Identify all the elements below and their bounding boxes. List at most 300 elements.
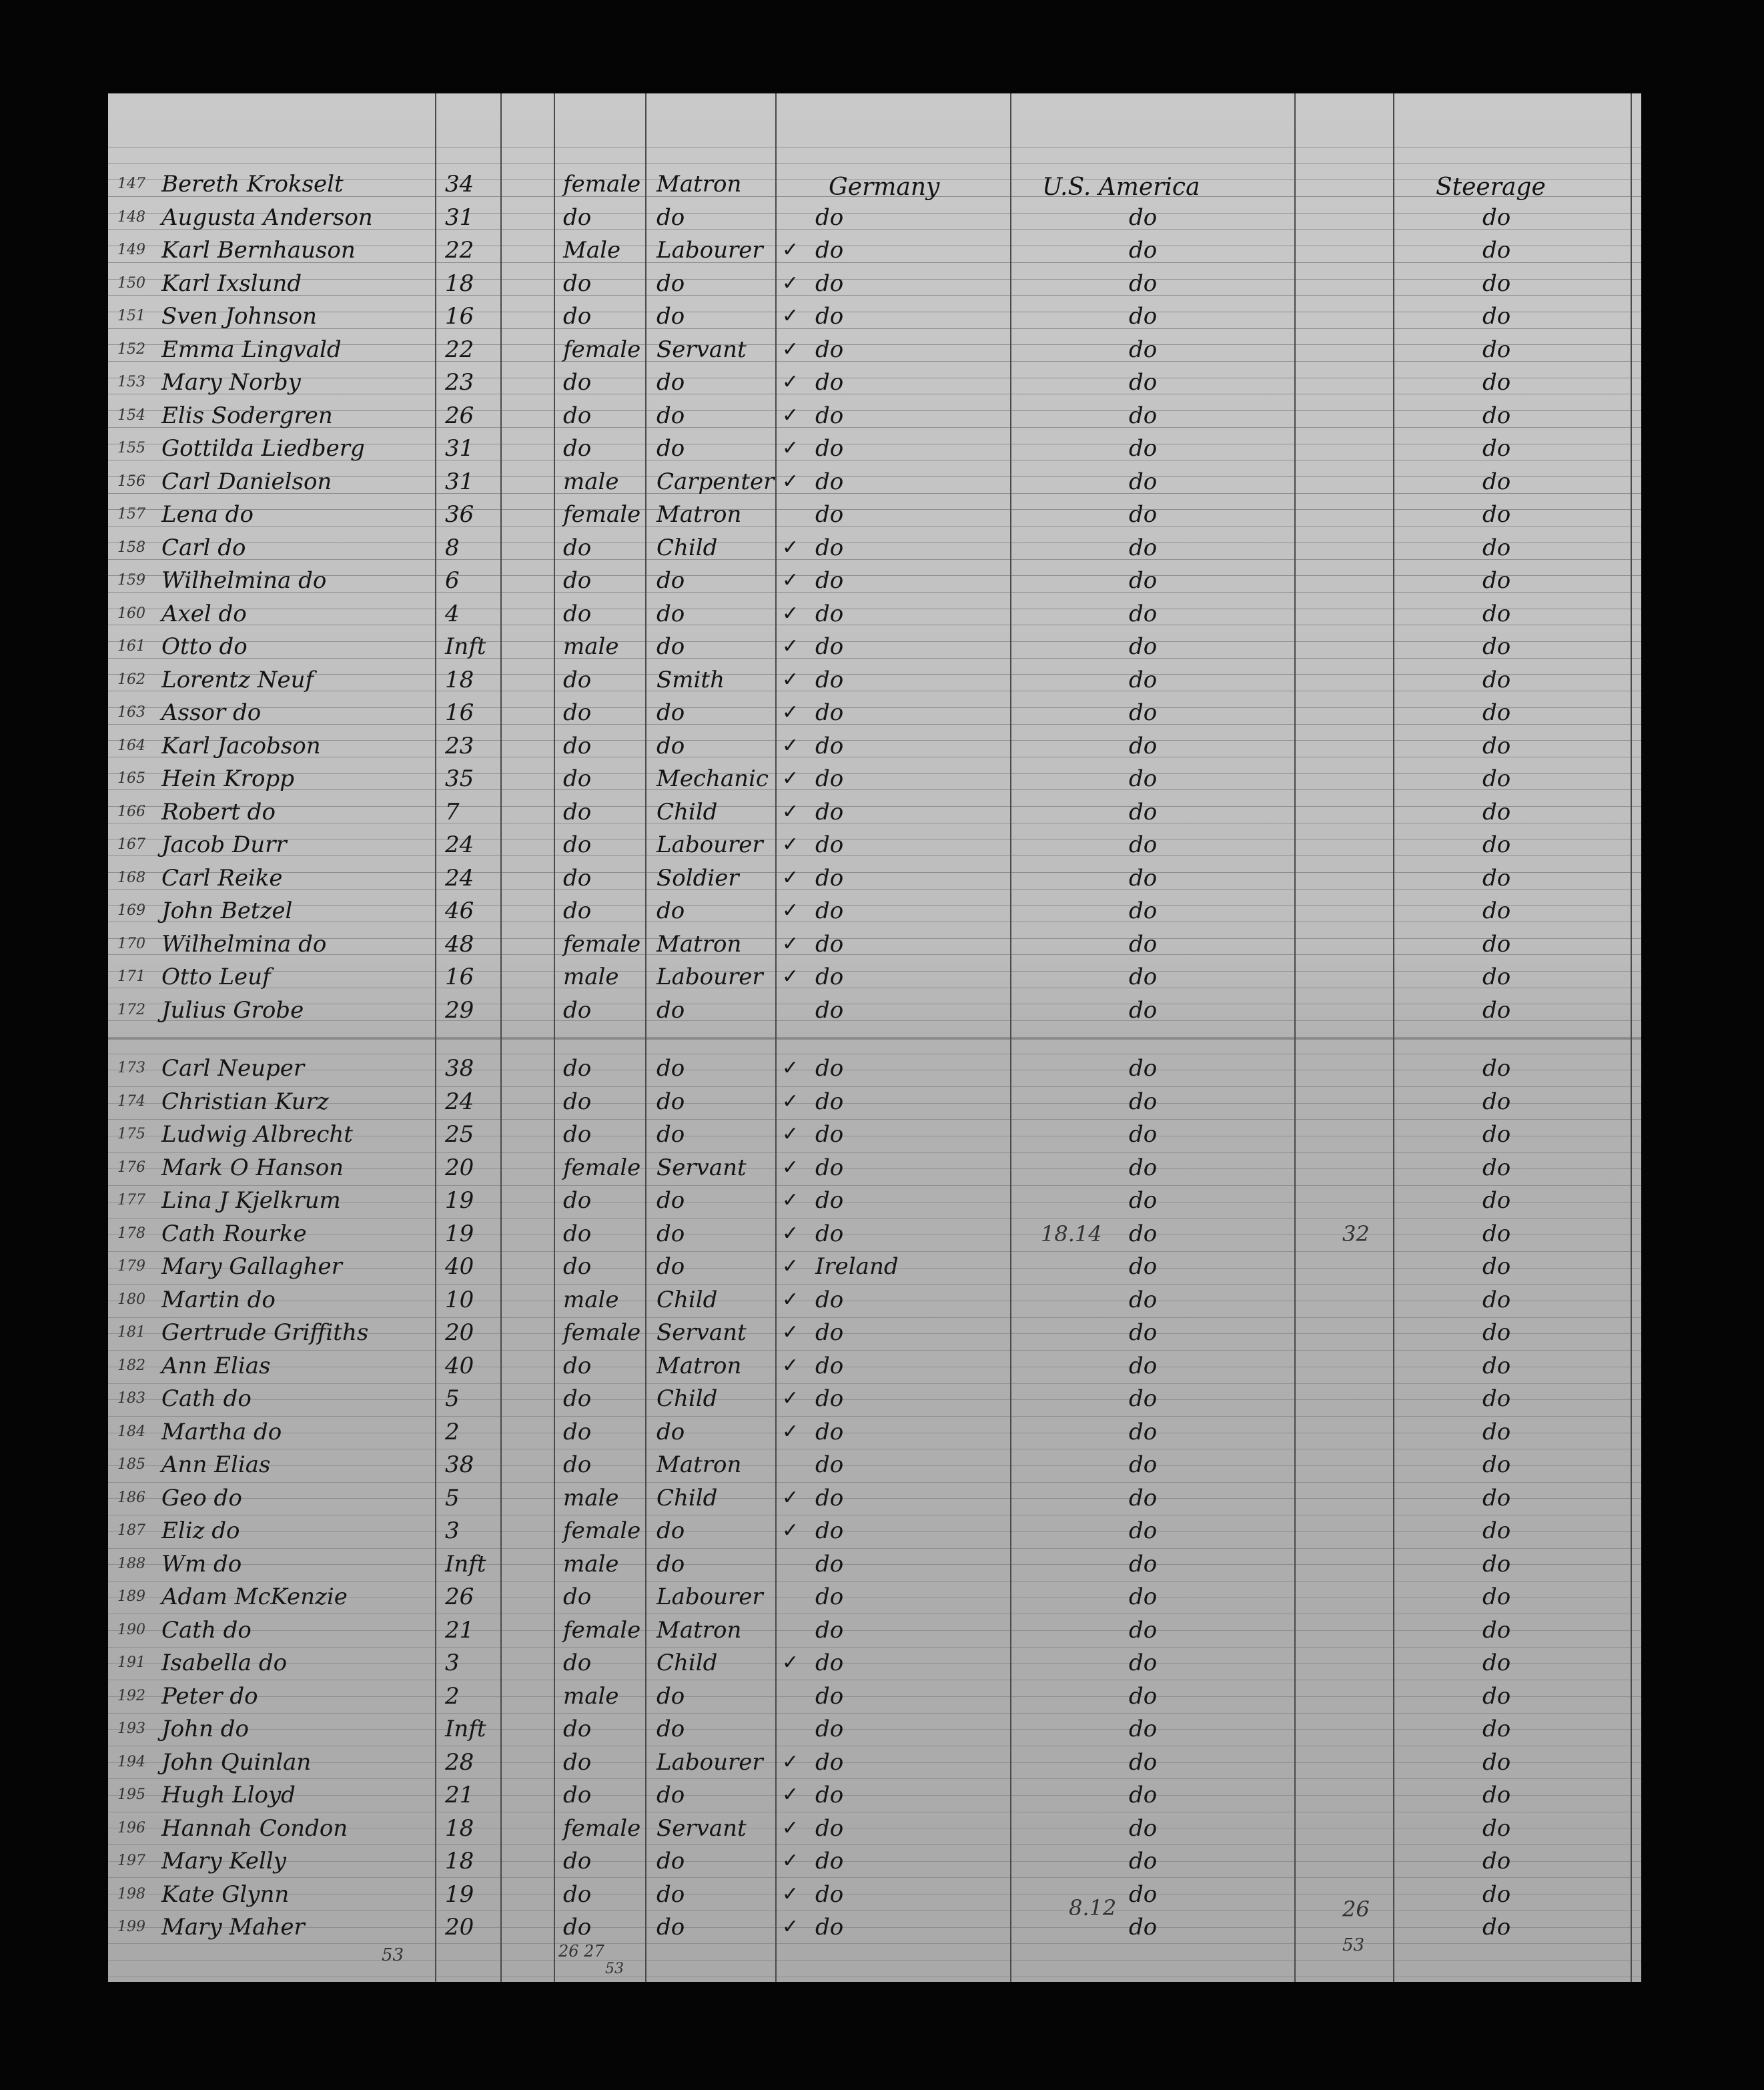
country-of-origin: do <box>815 237 844 264</box>
country-of-origin: do <box>815 1484 844 1511</box>
table-row <box>108 1580 1641 1612</box>
country-of-origin: do <box>815 1319 844 1346</box>
passage-class: do <box>1482 1517 1511 1544</box>
destination: do <box>1129 1154 1158 1181</box>
country-of-origin: do <box>815 270 844 297</box>
passage-class: do <box>1482 996 1511 1024</box>
country-of-origin: do <box>815 1716 844 1742</box>
age: 40 <box>445 1253 474 1280</box>
row-number: 183 <box>117 1390 145 1407</box>
destination: do <box>1129 765 1158 792</box>
sex: do <box>563 798 592 825</box>
age: 22 <box>445 336 474 363</box>
row-number: 175 <box>117 1126 145 1142</box>
destination: do <box>1129 1848 1158 1874</box>
check-mark: ✓ <box>782 1089 799 1113</box>
ruled-line <box>108 163 1641 164</box>
passage-class: do <box>1482 336 1511 363</box>
passenger-name: Mary Norby <box>161 369 301 396</box>
occupation: do <box>656 1914 685 1941</box>
age: 34 <box>445 171 474 198</box>
sex: do <box>563 567 592 594</box>
row-number: 164 <box>117 737 145 754</box>
passenger-name: Lena do <box>161 501 254 528</box>
row-number: 186 <box>117 1489 145 1506</box>
age: 24 <box>445 831 474 858</box>
age: 23 <box>445 369 474 396</box>
check-mark: ✓ <box>782 1783 799 1806</box>
passage-class: do <box>1482 270 1511 297</box>
age: 23 <box>445 732 474 759</box>
sex: do <box>563 1782 592 1808</box>
check-mark: ✓ <box>782 1255 799 1278</box>
age: 18 <box>445 270 474 297</box>
passage-class: do <box>1482 1286 1511 1313</box>
occupation: do <box>656 1716 685 1742</box>
occupation: do <box>656 699 685 726</box>
table-row <box>108 1084 1641 1117</box>
passenger-name: Karl Ixslund <box>161 270 302 297</box>
table-row <box>108 927 1641 960</box>
passage-class: do <box>1482 1484 1511 1511</box>
table-row <box>108 1844 1641 1876</box>
sex: do <box>563 1914 592 1941</box>
sex: do <box>563 831 592 858</box>
passenger-name: Hannah Condon <box>161 1814 348 1842</box>
table-row <box>108 695 1641 728</box>
table-row <box>108 1646 1641 1678</box>
row-number: 159 <box>117 572 145 589</box>
row-number: 184 <box>117 1423 145 1440</box>
row-number: 182 <box>117 1357 145 1374</box>
row-number: 156 <box>117 472 145 490</box>
passage-class: do <box>1482 1385 1511 1412</box>
sex: do <box>563 402 592 429</box>
check-mark: ✓ <box>782 833 799 856</box>
check-mark: ✓ <box>782 667 799 691</box>
age: 20 <box>445 1154 474 1181</box>
table-row <box>108 332 1641 365</box>
occupation: do <box>656 1253 685 1280</box>
check-mark: ✓ <box>782 1155 799 1179</box>
occupation: Matron <box>656 1451 742 1478</box>
table-row <box>108 1349 1641 1381</box>
row-number: 180 <box>117 1291 145 1308</box>
passage-class: do <box>1482 1716 1511 1742</box>
table-row <box>108 1910 1641 1943</box>
destination: do <box>1129 930 1158 958</box>
passage-class: do <box>1482 1187 1511 1214</box>
passage-class: do <box>1482 1584 1511 1610</box>
table-row <box>108 1117 1641 1150</box>
check-mark: ✓ <box>782 932 799 956</box>
country-of-origin: do <box>815 831 844 858</box>
destination: do <box>1129 501 1158 528</box>
total-note: 53 <box>1342 1935 1365 1955</box>
check-mark: ✓ <box>782 403 799 427</box>
sex: do <box>563 1352 592 1379</box>
table-row <box>108 1679 1641 1712</box>
age: Inft <box>445 633 486 660</box>
sex: Male <box>563 237 621 264</box>
table-row <box>108 597 1641 629</box>
passenger-name: Wm do <box>161 1550 242 1578</box>
passage-class: do <box>1482 964 1511 990</box>
occupation: do <box>656 732 685 759</box>
check-mark: ✓ <box>782 1287 799 1311</box>
country-of-origin: do <box>815 204 844 231</box>
destination: do <box>1129 468 1158 495</box>
country-of-origin: do <box>815 1286 844 1313</box>
destination: do <box>1129 1220 1158 1247</box>
country-of-origin: do <box>815 1550 844 1578</box>
age: 19 <box>445 1220 474 1247</box>
passenger-name: Augusta Anderson <box>161 204 373 231</box>
destination: do <box>1129 1121 1158 1148</box>
destination: do <box>1129 336 1158 363</box>
table-row <box>108 1249 1641 1282</box>
occupation: do <box>656 1682 685 1710</box>
passenger-name: John Quinlan <box>161 1748 312 1776</box>
sex: female <box>563 1616 641 1644</box>
row-number: 195 <box>117 1786 145 1803</box>
occupation: do <box>656 402 685 429</box>
passage-class: do <box>1482 732 1511 759</box>
check-mark: ✓ <box>782 337 799 361</box>
row-number: 161 <box>117 638 145 655</box>
passage-class: do <box>1482 898 1511 924</box>
row-number: 199 <box>117 1919 145 1935</box>
occupation: Matron <box>656 930 742 958</box>
country-of-origin: do <box>815 1121 844 1148</box>
country-of-origin: do <box>815 1616 844 1644</box>
occupation: Labourer <box>656 831 763 858</box>
row-number: 192 <box>117 1687 145 1704</box>
sex: female <box>563 1319 641 1346</box>
passage-class: do <box>1482 600 1511 627</box>
age: 10 <box>445 1286 474 1313</box>
age: 26 <box>445 1584 474 1610</box>
destination: do <box>1129 237 1158 264</box>
table-row <box>108 266 1641 299</box>
country-of-origin: do <box>815 1584 844 1610</box>
passenger-name: Lorentz Neuf <box>161 666 314 693</box>
occupation: Matron <box>656 1352 742 1379</box>
destination: do <box>1129 1418 1158 1445</box>
destination: do <box>1129 1352 1158 1379</box>
occupation: Carpenter <box>656 468 775 495</box>
table-row <box>108 563 1641 596</box>
table-row <box>108 960 1641 992</box>
occupation: do <box>656 1055 685 1082</box>
check-mark: ✓ <box>782 1882 799 1906</box>
passage-class: do <box>1482 699 1511 726</box>
destination: do <box>1129 633 1158 660</box>
row-number: 160 <box>117 605 145 622</box>
age: 2 <box>445 1682 460 1710</box>
check-mark: ✓ <box>782 1387 799 1410</box>
age: 24 <box>445 1088 474 1115</box>
age: 31 <box>445 468 474 495</box>
passage-class: do <box>1482 435 1511 462</box>
occupation: do <box>656 435 685 462</box>
row-number: 165 <box>117 770 145 787</box>
destination: do <box>1129 1385 1158 1412</box>
occupation: do <box>656 1187 685 1214</box>
table-row <box>108 1447 1641 1480</box>
age: 40 <box>445 1352 474 1379</box>
country-of-origin: do <box>815 930 844 958</box>
check-mark: ✓ <box>782 1849 799 1872</box>
age: 19 <box>445 1187 474 1214</box>
table-row <box>108 1811 1641 1844</box>
age: 31 <box>445 204 474 231</box>
passenger-name: Lina J Kjelkrum <box>161 1187 341 1214</box>
check-mark: ✓ <box>782 1419 799 1443</box>
sex: do <box>563 1716 592 1742</box>
table-row <box>108 861 1641 894</box>
total-note: 53 <box>382 1945 404 1965</box>
destination: do <box>1129 1616 1158 1644</box>
row-number: 154 <box>117 406 145 424</box>
passenger-name: Karl Bernhauson <box>161 237 356 264</box>
table-row <box>108 1051 1641 1084</box>
row-number: 197 <box>117 1852 145 1869</box>
occupation: Servant <box>656 1319 747 1346</box>
passage-class: do <box>1482 1121 1511 1148</box>
passenger-name: Mark O Hanson <box>161 1154 344 1181</box>
country-of-origin: do <box>815 1088 844 1115</box>
table-row <box>108 1613 1641 1646</box>
age: 46 <box>445 898 474 924</box>
age: 25 <box>445 1121 474 1148</box>
sex: female <box>563 336 641 363</box>
tally-note: 32 <box>1342 1221 1370 1247</box>
row-number: 196 <box>117 1819 145 1836</box>
country-of-origin: do <box>815 1352 844 1379</box>
age: 36 <box>445 501 474 528</box>
country-of-origin: do <box>815 1187 844 1214</box>
age: 48 <box>445 930 474 958</box>
destination: do <box>1129 1451 1158 1478</box>
passenger-name: Mary Kelly <box>161 1848 286 1874</box>
manifest-page <box>108 93 1641 1982</box>
age: 16 <box>445 699 474 726</box>
sex: male <box>563 964 619 990</box>
occupation: do <box>656 1848 685 1874</box>
row-number: 190 <box>117 1621 145 1638</box>
sex: do <box>563 898 592 924</box>
passage-class: do <box>1482 1650 1511 1676</box>
passenger-name: Cath do <box>161 1616 252 1644</box>
occupation: do <box>656 1220 685 1247</box>
destination: do <box>1129 270 1158 297</box>
row-number: 194 <box>117 1753 145 1770</box>
passage-class: do <box>1482 204 1511 231</box>
passage-class: do <box>1482 1550 1511 1578</box>
occupation: Child <box>656 1650 718 1676</box>
sex: do <box>563 1584 592 1610</box>
passage-class: do <box>1482 864 1511 892</box>
occupation: Labourer <box>656 1584 763 1610</box>
row-number: 191 <box>117 1654 145 1671</box>
header-origin: Germany <box>829 173 940 201</box>
table-row <box>108 431 1641 464</box>
passage-class: do <box>1482 1055 1511 1082</box>
passage-class: do <box>1482 1319 1511 1346</box>
passage-class: do <box>1482 1748 1511 1776</box>
sex: female <box>563 1814 641 1842</box>
check-mark: ✓ <box>782 1321 799 1344</box>
passenger-name: Emma Lingvald <box>161 336 342 363</box>
sex: female <box>563 930 641 958</box>
table-row <box>108 200 1641 233</box>
check-mark: ✓ <box>782 799 799 823</box>
row-number: 149 <box>117 242 145 258</box>
passenger-name: Axel do <box>161 600 247 627</box>
passage-class: do <box>1482 402 1511 429</box>
passenger-name: Ann Elias <box>161 1451 271 1478</box>
age: 21 <box>445 1616 474 1644</box>
country-of-origin: do <box>815 732 844 759</box>
destination: do <box>1129 964 1158 990</box>
sex: do <box>563 204 592 231</box>
check-mark: ✓ <box>782 965 799 988</box>
age: 24 <box>445 864 474 892</box>
age: 18 <box>445 666 474 693</box>
passenger-name: Cath Rourke <box>161 1220 307 1247</box>
passage-class: do <box>1482 237 1511 264</box>
age: 4 <box>445 600 460 627</box>
row-number: 169 <box>117 902 145 919</box>
passenger-name: Cath do <box>161 1385 252 1412</box>
sex: female <box>563 501 641 528</box>
sex: do <box>563 1088 592 1115</box>
row-number: 173 <box>117 1060 145 1076</box>
table-row <box>108 1415 1641 1447</box>
occupation: do <box>656 1088 685 1115</box>
age: 35 <box>445 765 474 792</box>
passenger-name: Gertrude Griffiths <box>161 1319 369 1346</box>
occupation: Labourer <box>656 237 763 264</box>
destination: do <box>1129 1584 1158 1610</box>
age: 20 <box>445 1319 474 1346</box>
table-row <box>108 1712 1641 1744</box>
passenger-name: Adam McKenzie <box>161 1584 348 1610</box>
country-of-origin: do <box>815 1154 844 1181</box>
country-of-origin: do <box>815 699 844 726</box>
table-row <box>108 233 1641 266</box>
row-number: 181 <box>117 1324 145 1341</box>
destination: do <box>1129 1650 1158 1676</box>
sex: female <box>563 1517 641 1544</box>
passenger-name: Mary Gallagher <box>161 1253 342 1280</box>
row-number: 148 <box>117 208 145 226</box>
occupation: Soldier <box>656 864 739 892</box>
check-mark: ✓ <box>782 370 799 394</box>
occupation: do <box>656 1550 685 1578</box>
sex: do <box>563 1418 592 1445</box>
table-row <box>108 365 1641 398</box>
passage-class: do <box>1482 1880 1511 1908</box>
sex: do <box>563 369 592 396</box>
passenger-name: Otto Leuf <box>161 964 271 990</box>
sex: do <box>563 1848 592 1874</box>
destination: do <box>1129 435 1158 462</box>
table-row <box>108 398 1641 431</box>
passenger-name: Karl Jacobson <box>161 732 321 759</box>
row-number: 147 <box>117 176 145 192</box>
occupation: do <box>656 1418 685 1445</box>
check-mark: ✓ <box>782 865 799 890</box>
age: 5 <box>445 1484 460 1511</box>
occupation: Servant <box>656 1814 747 1842</box>
destination: do <box>1129 1253 1158 1280</box>
country-of-origin: do <box>815 1748 844 1776</box>
check-mark: ✓ <box>782 701 799 724</box>
header-destination: U.S. America <box>1042 173 1200 201</box>
country-of-origin: do <box>815 501 844 528</box>
check-mark: ✓ <box>782 1485 799 1509</box>
sex: do <box>563 1880 592 1908</box>
destination: do <box>1129 996 1158 1024</box>
country-of-origin: do <box>815 1782 844 1808</box>
table-row <box>108 1216 1641 1249</box>
occupation: Mechanic <box>656 765 769 792</box>
table-row <box>108 729 1641 761</box>
row-number: 150 <box>117 274 145 292</box>
passenger-name: Martha do <box>161 1418 282 1445</box>
sex: male <box>563 633 619 660</box>
country-of-origin: do <box>815 964 844 990</box>
table-row <box>108 1283 1641 1315</box>
sex: male <box>563 1286 619 1313</box>
passage-class: do <box>1482 567 1511 594</box>
check-mark: ✓ <box>782 569 799 592</box>
table-row <box>108 827 1641 860</box>
check-mark: ✓ <box>782 899 799 922</box>
age: 31 <box>445 435 474 462</box>
country-of-origin: do <box>815 1220 844 1247</box>
check-mark: ✓ <box>782 238 799 262</box>
occupation: do <box>656 1121 685 1148</box>
row-number: 189 <box>117 1588 145 1605</box>
table-row <box>108 795 1641 827</box>
age: 20 <box>445 1914 474 1941</box>
country-of-origin: do <box>815 1451 844 1478</box>
sex: do <box>563 1220 592 1247</box>
table-row <box>108 531 1641 563</box>
passenger-name: Christian Kurz <box>161 1088 329 1115</box>
destination: do <box>1129 898 1158 924</box>
passage-class: do <box>1482 1616 1511 1644</box>
destination: do <box>1129 600 1158 627</box>
occupation: Child <box>656 1484 718 1511</box>
country-of-origin: do <box>815 534 844 561</box>
passenger-name: Otto do <box>161 633 248 660</box>
header-class: Steerage <box>1436 173 1546 201</box>
check-mark: ✓ <box>782 635 799 658</box>
passenger-name: Carl Danielson <box>161 468 332 495</box>
row-number: 188 <box>117 1555 145 1572</box>
occupation: do <box>656 1782 685 1808</box>
country-of-origin: do <box>815 1848 844 1874</box>
table-row <box>108 464 1641 497</box>
destination: do <box>1129 567 1158 594</box>
row-number: 155 <box>117 440 145 456</box>
check-mark: ✓ <box>782 1816 799 1840</box>
occupation: Matron <box>656 171 742 198</box>
